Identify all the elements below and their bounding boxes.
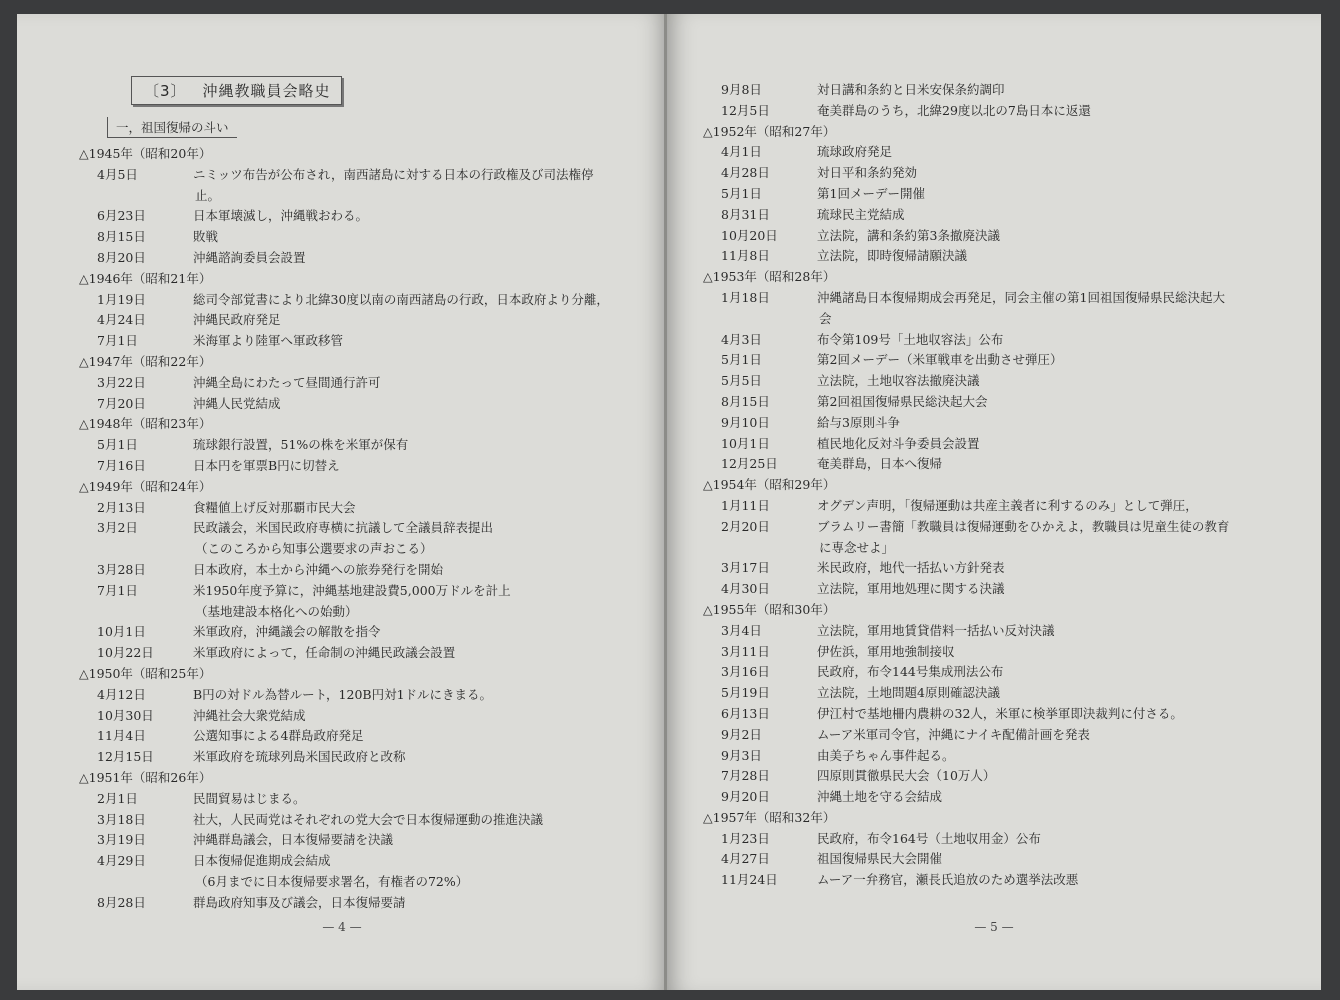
entry-text: 公選知事による4群島政府発足: [193, 728, 364, 744]
entry-text: 沖縄全島にわたって昼間通行許可: [193, 374, 381, 390]
timeline-entry: [79, 331, 649, 352]
timeline-entry: [79, 851, 649, 872]
entry-date: 2月1日: [97, 790, 138, 806]
entry-text: 敗戦: [193, 229, 219, 245]
year-heading: △1945年（昭和20年）: [79, 146, 212, 161]
entry-text: 立法院，土地収容法撤廃決議: [817, 373, 980, 389]
timeline-entry: [79, 747, 649, 768]
timeline-entry: [79, 560, 649, 581]
entry-continuation: （6月までに日本復帰要求署名，有権者の72%）: [195, 873, 469, 889]
year-heading: △1950年（昭和25年）: [79, 665, 212, 681]
entry-text: 米民政府，地代一括払い方針発表: [817, 560, 1005, 576]
entry-date: 6月23日: [97, 208, 146, 224]
right-page: [667, 14, 1321, 990]
entry-text: 沖縄社会大衆党結成: [193, 707, 306, 723]
right-timeline: [703, 80, 1283, 891]
entry-text: 沖縄土地を守る会結成: [817, 789, 943, 805]
year-heading: △1952年（昭和27年）: [703, 123, 836, 139]
entry-text: 米軍政府によって，任命制の沖縄民政議会設置: [193, 645, 456, 661]
timeline-entry: [703, 787, 1283, 808]
entry-date: 4月5日: [97, 166, 138, 182]
timeline-entry: [79, 830, 649, 851]
entry-date: 11月8日: [721, 248, 770, 264]
entry-text: 立法院，即時復帰請願決議: [817, 248, 968, 264]
entry-text: 米軍政府を琉球列島米国民政府と改称: [193, 749, 406, 765]
entry-date: 5月1日: [721, 185, 762, 201]
timeline-entry: [79, 456, 649, 477]
timeline-entry: [703, 683, 1283, 704]
entry-date: 8月15日: [97, 229, 146, 245]
entry-text: 食糧値上げ反対那覇市民大会: [193, 499, 356, 515]
entry-text: 第2回メーデー（米軍戦車を出動させ弾圧）: [817, 352, 1063, 368]
entry-text: 米軍政府，沖縄議会の解散を指令: [193, 624, 381, 640]
entry-date: 4月1日: [721, 144, 762, 160]
timeline-entry: [79, 581, 649, 602]
timeline-entry: [79, 893, 649, 914]
year-heading: △1948年（昭和23年）: [79, 416, 212, 432]
timeline-entry: [703, 246, 1283, 267]
timeline-entry: [79, 206, 649, 227]
page-number-right: — 5 —: [974, 920, 1014, 934]
entry-date: 10月1日: [721, 435, 770, 451]
entry-text: ブラムリー書簡「教職員は復帰運動をひかえよ，教職員は児童生徒の教育: [817, 518, 1230, 534]
entry-date: 4月27日: [721, 851, 770, 867]
timeline-entry: [703, 350, 1283, 371]
year-heading: △1946年（昭和21年）: [79, 270, 212, 286]
timeline-entry: [703, 849, 1283, 870]
entry-text: 第1回メーデー開催: [817, 185, 925, 201]
timeline-entry: [79, 622, 649, 643]
entry-continuation: （基地建設本格化への始動）: [195, 603, 358, 619]
entry-text: 伊佐浜，軍用地強制接収: [817, 643, 955, 659]
entry-text: 沖縄人民党結成: [193, 395, 281, 411]
timeline-entry: [703, 642, 1283, 663]
entry-text: 民政府，布令144号集成刑法公布: [817, 664, 1004, 680]
entry-date: 3月18日: [97, 811, 146, 827]
entry-date: 10月20日: [721, 227, 778, 243]
entry-date: 7月20日: [97, 395, 146, 411]
entry-text: 第2回祖国復帰県民総決起大会: [817, 393, 988, 409]
timeline-entry: [703, 766, 1283, 787]
entry-date: 9月10日: [721, 414, 770, 430]
year-heading: △1957年（昭和32年）: [703, 809, 836, 825]
entry-date: 10月1日: [97, 624, 146, 640]
timeline-entry: [703, 330, 1283, 351]
timeline-entry: [703, 517, 1283, 538]
year-heading: △1954年（昭和29年）: [703, 477, 836, 493]
entry-text: 植民地化反対斗争委員会設置: [817, 435, 980, 451]
entry-text: 民間貿易はじまる。: [193, 790, 306, 806]
entry-text: 琉球政府発足: [817, 144, 893, 160]
timeline-entry: [79, 394, 649, 415]
entry-date: 5月5日: [721, 373, 762, 389]
timeline-entry: [703, 496, 1283, 517]
entry-text: 日本政府，本土から沖縄への旅券発行を開始: [193, 561, 444, 577]
entry-text: 立法院，講和条約第3条撤廃決議: [817, 227, 1000, 243]
entry-text: 琉球銀行設置，51%の株を米軍が保有: [193, 437, 409, 453]
entry-date: 12月5日: [721, 102, 770, 118]
entry-text: 奄美群島，日本へ復帰: [817, 456, 943, 472]
entry-text: ムーア一弁務官，瀬長氏追放のため選挙法改悪: [817, 872, 1079, 888]
entry-text: 祖国復帰県民大会開催: [817, 851, 943, 867]
timeline-entry: [79, 227, 649, 248]
entry-text: 立法院，軍用地賃貸借料一括払い反対決議: [817, 622, 1055, 638]
page-number-left: — 4 —: [322, 920, 362, 934]
right-page-content: [703, 80, 1283, 891]
timeline-entry: [703, 621, 1283, 642]
entry-date: 5月19日: [721, 685, 770, 701]
entry-text: 米1950年度予算に，沖縄基地建設費5,000万ドルを計上: [193, 582, 511, 598]
year-heading: △1953年（昭和28年）: [703, 269, 836, 285]
entry-date: 3月16日: [721, 664, 770, 680]
entry-date: 12月25日: [721, 456, 778, 472]
entry-date: 3月2日: [97, 520, 138, 536]
entry-date: 4月30日: [721, 581, 770, 597]
entry-date: 3月28日: [97, 561, 146, 577]
timeline-entry: [703, 746, 1283, 767]
entry-date: 4月28日: [721, 165, 770, 181]
timeline-entry: [703, 704, 1283, 725]
year-heading: △1949年（昭和24年）: [79, 478, 212, 494]
entry-date: 4月3日: [721, 331, 762, 347]
entry-date: 1月23日: [721, 830, 770, 846]
entry-text: ニミッツ布告が公布され，南西諸島に対する日本の行政権及び司法権停: [193, 166, 594, 182]
entry-date: 6月13日: [721, 705, 770, 721]
timeline-entry: [703, 413, 1283, 434]
entry-date: 11月24日: [721, 872, 778, 888]
entry-continuation: 止。: [195, 187, 221, 203]
timeline-entry: [79, 726, 649, 747]
entry-date: 10月30日: [97, 707, 154, 723]
entry-date: 7月1日: [97, 582, 138, 598]
subsection-heading: 一，祖国復帰の斗い: [107, 117, 237, 138]
timeline-entry: [703, 226, 1283, 247]
entry-text: 民政府，布令164号（土地収用金）公布: [817, 830, 1041, 846]
entry-text: B円の対ドル為替ルート，120B円対1ドルにきまる。: [193, 686, 493, 702]
entry-date: 1月11日: [721, 497, 770, 513]
timeline-entry: [79, 435, 649, 456]
entry-text: 奄美群島のうち，北緯29度以北の7島日本に返還: [817, 102, 1091, 118]
timeline-entry: [79, 789, 649, 810]
entry-date: 8月15日: [721, 393, 770, 409]
entry-date: 3月19日: [97, 832, 146, 848]
timeline-entry: [703, 184, 1283, 205]
timeline-entry: [703, 371, 1283, 392]
entry-text: 総司令部覚書により北緯30度以南の南西諸島の行政，日本政府より分離，: [193, 291, 609, 307]
entry-text: 日本円を軍票B円に切替え: [193, 457, 340, 473]
entry-date: 4月29日: [97, 853, 146, 869]
timeline-entry: [79, 165, 649, 186]
entry-date: 9月8日: [721, 82, 762, 97]
timeline-entry: [79, 498, 649, 519]
timeline-entry: [703, 579, 1283, 600]
entry-date: 3月22日: [97, 374, 146, 390]
timeline-entry: [79, 685, 649, 706]
entry-date: 1月19日: [97, 291, 146, 307]
timeline-entry: [703, 558, 1283, 579]
entry-text: 米海軍より陸軍へ軍政移管: [193, 333, 344, 349]
entry-text: 群島政府知事及び議会，日本復帰要請: [193, 894, 406, 910]
entry-date: 10月22日: [97, 645, 154, 661]
entry-text: 琉球民主党結成: [817, 206, 905, 222]
entry-date: 5月1日: [721, 352, 762, 368]
entry-date: 2月20日: [721, 518, 770, 534]
entry-date: 4月24日: [97, 312, 146, 328]
entry-text: 沖縄諸島日本復帰期成会再発足，同会主催の第1回祖国復帰県民総決起大: [817, 289, 1225, 305]
entry-date: 7月1日: [97, 333, 138, 349]
timeline-entry: [703, 454, 1283, 475]
timeline-entry: [79, 643, 649, 664]
entry-date: 3月4日: [721, 622, 762, 638]
entry-date: 8月20日: [97, 249, 146, 265]
timeline-entry: [703, 870, 1283, 891]
timeline-entry: [79, 706, 649, 727]
timeline-entry: [79, 810, 649, 831]
entry-date: 9月2日: [721, 726, 762, 742]
entry-text: 日本軍壊滅し，沖縄戦おわる。: [193, 208, 369, 224]
entry-text: 立法院，土地問題4原則確認決議: [817, 685, 1000, 701]
timeline-entry: [703, 101, 1283, 122]
entry-text: オグデン声明，「復帰運動は共産主義者に利するのみ」として弾圧，: [817, 497, 1198, 513]
left-page: [17, 14, 667, 990]
entry-date: 3月11日: [721, 643, 770, 659]
entry-date: 7月28日: [721, 768, 770, 784]
entry-date: 3月17日: [721, 560, 770, 576]
entry-date: 7月16日: [97, 457, 146, 473]
timeline-entry: [79, 290, 649, 311]
timeline-entry: [703, 80, 1283, 101]
entry-date: 11月4日: [97, 728, 146, 744]
timeline-entry: [703, 163, 1283, 184]
entry-date: 5月1日: [97, 437, 138, 453]
left-timeline: [79, 144, 649, 913]
entry-text: 対日平和条約発効: [817, 165, 918, 181]
entry-date: 8月28日: [97, 894, 146, 910]
timeline-entry: [79, 248, 649, 269]
entry-date: 9月20日: [721, 789, 770, 805]
entry-date: 9月3日: [721, 747, 762, 763]
entry-text: 沖縄群島議会，日本復帰要請を決議: [193, 832, 394, 848]
section-number: 〔3〕: [144, 82, 187, 100]
timeline-entry: [703, 205, 1283, 226]
entry-text: 由美子ちゃん事件起る。: [817, 747, 955, 763]
timeline-entry: [703, 288, 1283, 309]
entry-continuation: に専念せよ」: [819, 539, 895, 555]
entry-continuation: （このころから知事公選要求の声おこる）: [195, 541, 433, 557]
timeline-entry: [703, 392, 1283, 413]
entry-text: 社大，人民両党はそれぞれの党大会で日本復帰運動の推進決議: [193, 811, 544, 827]
timeline-entry: [703, 829, 1283, 850]
entry-text: 日本復帰促進期成会結成: [193, 853, 331, 869]
timeline-entry: [79, 518, 649, 539]
timeline-entry: [703, 142, 1283, 163]
entry-date: 4月12日: [97, 686, 146, 702]
entry-text: 伊江村で基地柵内農耕の32人，米軍に検挙軍即決裁判に付さる。: [817, 705, 1183, 721]
entry-date: 1月18日: [721, 289, 770, 305]
entry-text: 沖縄民政府発足: [193, 312, 281, 328]
timeline-entry: [79, 310, 649, 331]
left-page-content: [79, 76, 649, 913]
year-heading: △1955年（昭和30年）: [703, 601, 836, 617]
timeline-entry: [79, 373, 649, 394]
entry-date: 8月31日: [721, 206, 770, 222]
entry-text: 沖縄諮詢委員会設置: [193, 249, 306, 265]
entry-date: 2月13日: [97, 499, 146, 515]
section-title-text: 沖縄教職員会略史: [202, 82, 331, 100]
entry-text: 立法院，軍用地処理に関する決議: [817, 581, 1005, 597]
entry-continuation: 会: [819, 310, 832, 326]
entry-text: 対日講和条約と日米安保条約調印: [817, 82, 1005, 97]
timeline-entry: [703, 434, 1283, 455]
timeline-entry: [703, 662, 1283, 683]
entry-text: 民政議会，米国民政府専横に抗議して全議員辞表提出: [193, 520, 494, 536]
entry-date: 12月15日: [97, 749, 154, 765]
entry-text: 四原則貫徹県民大会（10万人）: [817, 768, 996, 784]
entry-text: ムーア米軍司令官，沖縄にナイキ配備計画を発表: [817, 726, 1090, 742]
year-heading: △1951年（昭和26年）: [79, 769, 212, 785]
entry-text: 布令第109号「土地収容法」公布: [817, 331, 1004, 347]
timeline-entry: [703, 725, 1283, 746]
year-heading: △1947年（昭和22年）: [79, 353, 212, 369]
entry-text: 給与3原則斗争: [817, 414, 900, 430]
section-title: [131, 76, 342, 105]
